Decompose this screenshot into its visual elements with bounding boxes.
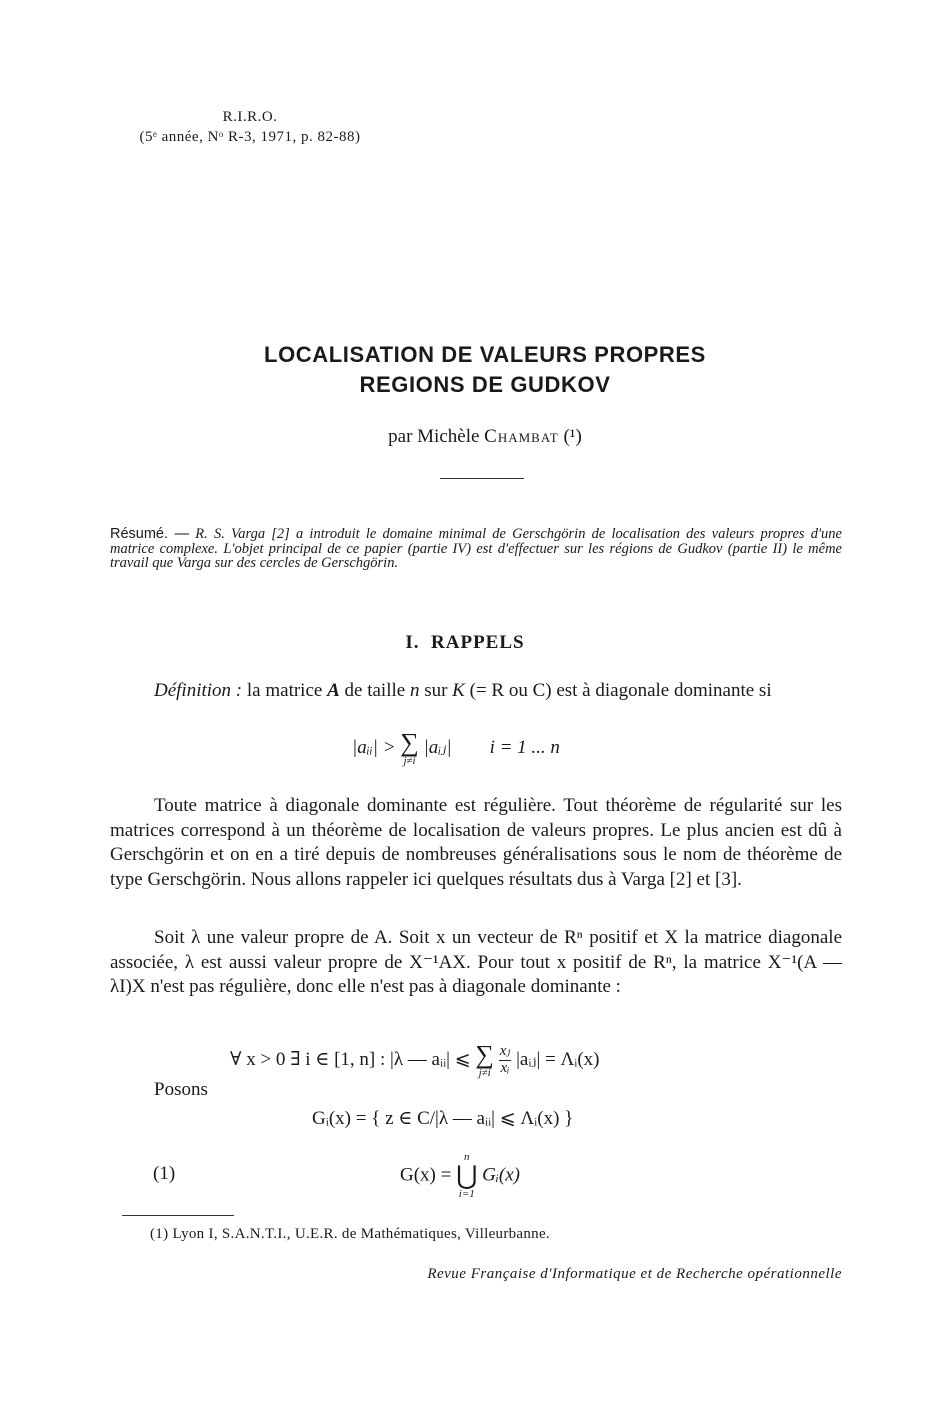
paragraph-toute-matrice: Toute matrice à diagonale dominante est régulière. Tout théorème de régularité sur les matrices correspond à un théorème de localisation de valeurs propres. Le plus ancien est dû à Gerschgörin et on en a tiré depuis de nombreuses généralisations sous le nom de théorème de type Gerschgörin. Nous allons rappeler ici quelques résultats dus à Varga [2] et [3]. [110,795,842,890]
footnote-divider [122,1215,234,1216]
abstract-label: Résumé. — [110,526,190,542]
eq4-symbol: ⋃ [456,1161,478,1190]
equation-number: (1) [153,1163,176,1184]
eq1-rhs: |aᵢⱼ| [423,736,452,758]
eq2-sum-sub: j≠i [478,1067,491,1079]
paragraph-soit-lambda: Soit λ une valeur propre de A. Soit x un vecteur de Rⁿ positif et X la matrice diagonale associée, λ est aussi valeur propre de X⁻¹AX. Pour tout x positif de Rⁿ, la matrice X⁻¹(A — λI)X n'est pas régulière, donc elle n'est pas à diagonale dominante : [110,927,842,997]
section-heading [0,632,930,654]
eq2-rhs: |aᵢⱼ| = Λᵢ(x) [516,1048,600,1070]
definition-label: Définition : [154,680,243,701]
eq4-rhs: Gᵢ(x) [482,1164,520,1186]
equation-dominance [352,730,560,767]
section-title: RAPPELS [431,632,525,653]
author-footnote-mark: (¹) [563,426,582,447]
eq4-top: n [464,1151,470,1163]
definition-text-b: de taille [344,680,406,701]
title-line-2: REGIONS DE GUDKOV [359,372,611,397]
eq1-range: i = 1 ... n [489,736,560,758]
author-surname: Chambat [484,426,559,447]
definition-paragraph [110,679,842,704]
eq1-sum-sub: j≠i [403,755,416,767]
posons-label: Posons [154,1079,208,1100]
author-prefix: par Michèle [388,426,480,447]
eq2-frac-den: xᵢ [500,1060,510,1076]
fraction [499,1044,512,1077]
definition-var-n: n [409,680,420,701]
sum-symbol: ∑ j≠i [400,728,419,767]
title-divider [440,478,524,479]
journal-issue: (5ᵉ année, Nᵒ R-3, 1971, p. 82-88) [139,129,361,145]
definition-text-c: sur [424,680,448,701]
equation-gi: Gᵢ(x) = { z ∈ C/|λ — aᵢᵢ| ⩽ Λᵢ(x) } [312,1108,574,1129]
section-number: I. [405,632,420,653]
definition-text-a: la matrice [246,680,323,701]
author-line [0,426,930,448]
sum-symbol: ∑ j≠i [475,1040,494,1079]
eq2-frac-num: xⱼ [499,1043,511,1060]
definition-var-a: A [327,680,340,701]
equation-union [400,1152,520,1200]
union-symbol [456,1152,477,1200]
eq2-lhs: ∀ x > 0 ∃ i ∈ [1, n] : |λ — aᵢᵢ| ⩽ [230,1048,471,1070]
eq4-bottom: i=1 [458,1188,475,1200]
title-line-1: LOCALISATION DE VALEURS PROPRES [264,342,706,367]
abstract [110,527,842,571]
journal-name: R.I.R.O. [222,109,278,125]
equation-forall [230,1042,600,1079]
footnote: (1) Lyon I, S.A.N.T.I., U.E.R. de Mathématiques, Villeurbanne. [150,1226,550,1242]
running-footer: Revue Française d'Informatique et de Recherche opérationnelle [427,1266,842,1282]
eq4-lhs: G(x) = [400,1164,452,1186]
definition-text-d: (= R ou C) est à diagonale dominante si [469,680,772,701]
eq1-lhs: |aᵢᵢ| > [352,736,396,758]
abstract-text: R. S. Varga [2] a introduit le domaine minimal de Gerschgörin de localisation des valeurs propres d'une matrice complexe. L'objet principal de ce papier (partie IV) est d'effectuer sur les régions de Gudkov (partie II) le même travail que Varga sur des cercles de Gerschgörin. [110,526,842,571]
definition-var-k: K [452,680,465,701]
